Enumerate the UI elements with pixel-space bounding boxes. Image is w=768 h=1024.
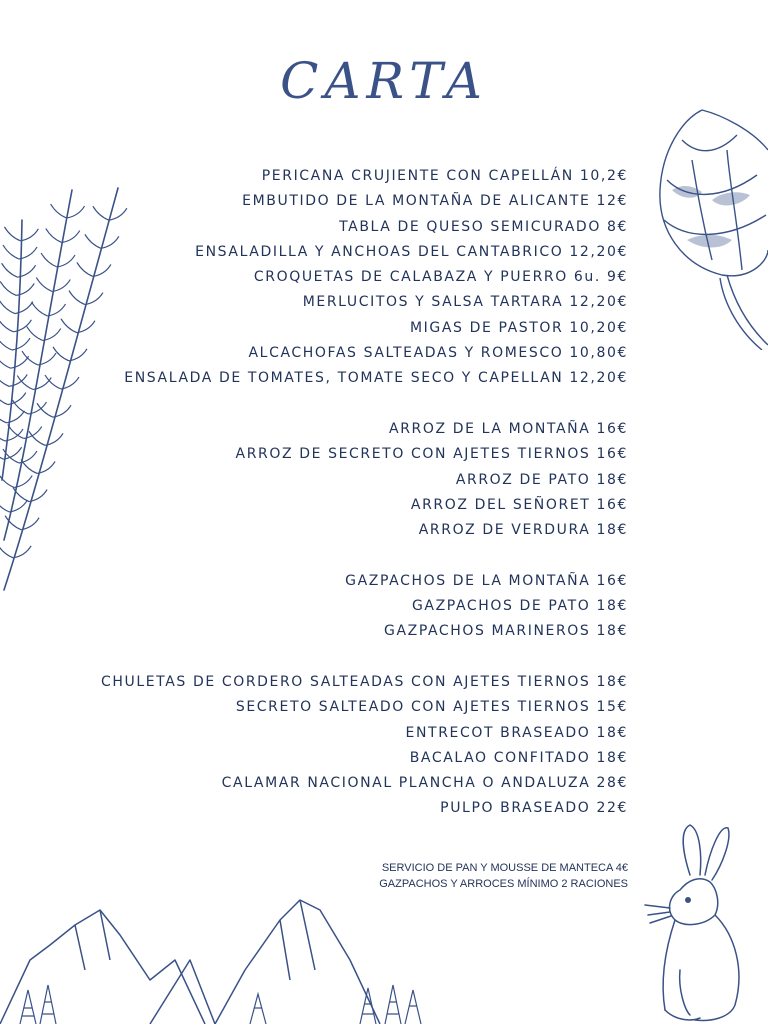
menu-notes — [379, 860, 628, 892]
menu-item: ENTRECOT BRASEADO 18€ — [405, 724, 628, 741]
section-gap — [101, 543, 628, 568]
menu-item: GAZPACHOS DE LA MONTAÑA 16€ — [345, 572, 628, 589]
menu-item: ARROZ DE SECRETO CON AJETES TIERNOS 16€ — [235, 446, 628, 463]
menu-item: CALAMAR NACIONAL PLANCHA O ANDALUZA 28€ — [221, 775, 628, 792]
mountains-illustration — [0, 890, 430, 1024]
menu-item: ARROZ DE LA MONTAÑA 16€ — [389, 420, 628, 437]
menu-title: CARTA — [280, 52, 488, 110]
menu-item: MERLUCITOS Y SALSA TARTARA 12,20€ — [302, 294, 628, 311]
menu-item: GAZPACHOS DE PATO 18€ — [411, 598, 628, 615]
rabbit-illustration — [640, 820, 750, 1024]
menu-item: ARROZ DEL SEÑORET 16€ — [410, 496, 628, 513]
note-line: SERVICIO DE PAN Y MOUSSE DE MANTECA 4€ — [381, 862, 628, 874]
menu-item: MIGAS DE PASTOR 10,20€ — [410, 319, 628, 336]
section-gap — [101, 392, 628, 417]
menu-list — [101, 164, 628, 822]
menu-item: ALCACHOFAS SALTEADAS Y ROMESCO 10,80€ — [248, 345, 628, 362]
menu-item: ARROZ DE PATO 18€ — [455, 471, 628, 488]
note-line: GAZPACHOS Y ARROCES MÍNIMO 2 RACIONES — [379, 878, 628, 890]
menu-item: BACALAO CONFITADO 18€ — [409, 749, 628, 766]
menu-item: ARROZ DE VERDURA 18€ — [418, 522, 628, 539]
menu-item: GAZPACHOS MARINEROS 18€ — [384, 623, 628, 640]
menu-item: PULPO BRASEADO 22€ — [440, 800, 628, 817]
menu-item: ENSALADILLA Y ANCHOAS DEL CANTABRICO 12,20€ — [195, 243, 628, 260]
artichoke-illustration — [642, 100, 768, 350]
menu-item: TABLA DE QUESO SEMICURADO 8€ — [339, 218, 628, 235]
menu-item: SECRETO SALTEADO CON AJETES TIERNOS 15€ — [235, 699, 628, 716]
menu-item: EMBUTIDO DE LA MONTAÑA DE ALICANTE 12€ — [242, 193, 628, 210]
menu-item: CROQUETAS DE CALABAZA Y PUERRO 6u. 9€ — [253, 269, 628, 286]
section-gap — [101, 645, 628, 670]
menu-item: CHULETAS DE CORDERO SALTEADAS CON AJETES TIERNOS 18€ — [100, 673, 628, 690]
menu-item: ENSALADA DE TOMATES, TOMATE SECO Y CAPELLAN 12,20€ — [124, 370, 628, 387]
menu-item: PERICANA CRUJIENTE CON CAPELLÁN 10,2€ — [261, 168, 628, 184]
